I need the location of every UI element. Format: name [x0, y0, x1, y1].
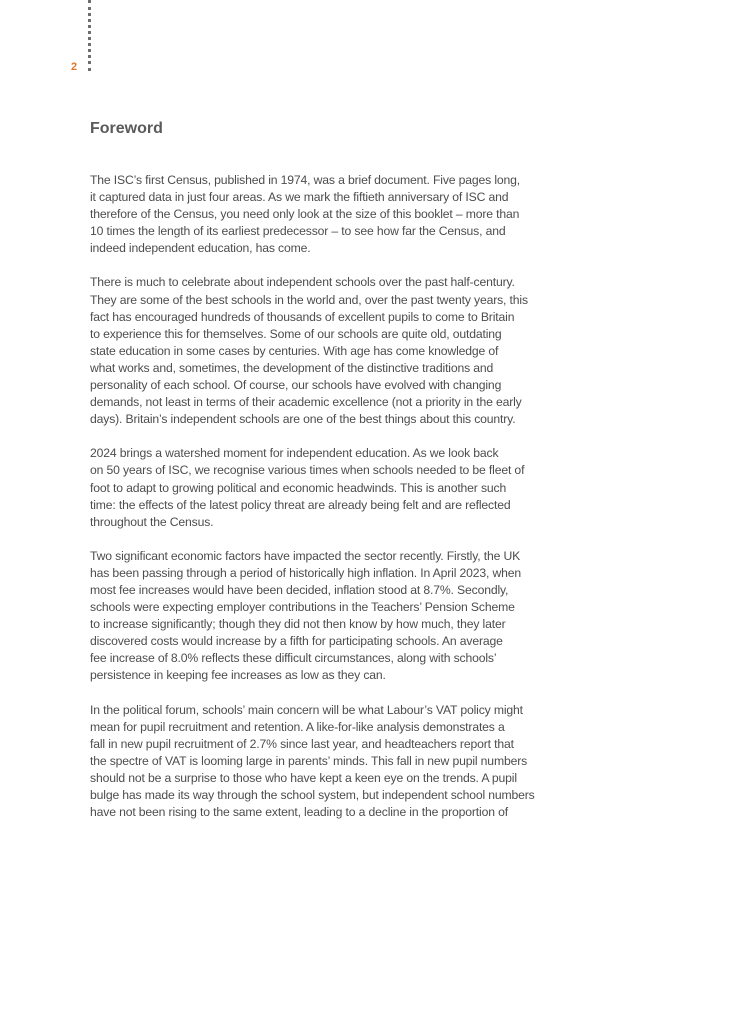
text-line: discovered costs would increase by a fifth for participating schools. An average — [90, 634, 503, 649]
text-line: mean for pupil recruitment and retention. A like-for-like analysis demonstrates a — [90, 719, 505, 734]
page-number: 2 — [71, 61, 78, 73]
text-line: most fee increases would have been decided, inflation stood at 8.7%. Secondly, — [90, 582, 509, 597]
text-line: 10 times the length of its earliest predecessor – to see how far the Census, and — [90, 224, 506, 239]
text-line: In the political forum, schools’ main concern will be what Labour’s VAT policy might — [90, 702, 523, 717]
text-line: have not been rising to the same extent, leading to a decline in the proportion of — [90, 805, 508, 820]
text-line: 2024 brings a watershed moment for independent education. As we look back — [90, 446, 499, 461]
text-line: on 50 years of ISC, we recognise various times when schools needed to be fleet of — [90, 463, 525, 478]
text-line: time: the effects of the latest policy threat are already being felt and are reflected — [90, 497, 511, 512]
text-line: foot to adapt to growing political and economic headwinds. This is another such — [90, 480, 507, 495]
text-line: indeed independent education, has come. — [90, 241, 311, 256]
text-line: fact has encouraged hundreds of thousands of excellent pupils to come to Britain — [90, 309, 515, 324]
text-line: therefore of the Census, you need only look at the size of this booklet – more than — [90, 207, 520, 222]
text-line: fee increase of 8.0% reflects these difficult circumstances, along with schools’ — [90, 651, 497, 666]
text-line: They are some of the best schools in the world and, over the past twenty years, this — [90, 292, 528, 307]
text-line: it captured data in just four areas. As we mark the fiftieth anniversary of ISC and — [90, 190, 509, 205]
text-line: should not be a surprise to those who have kept a keen eye on the trends. A pupil — [90, 770, 517, 785]
page-title: Foreword — [90, 120, 163, 137]
text-line: has been passing through a period of historically high inflation. In April 2023, when — [90, 565, 522, 580]
paragraph-2 — [90, 274, 590, 428]
text-line: bulge has made its way through the school system, but independent school numbers — [90, 788, 535, 802]
text-line: the spectre of VAT is looming large in parents’ minds. This fall in new pupil numbers — [90, 753, 528, 768]
paragraph-5 — [90, 702, 590, 822]
paragraph-4 — [90, 548, 590, 685]
text-line: The ISC’s first Census, published in 1974, was a brief document. Five pages long, — [90, 173, 520, 187]
text-line: personality of each school. Of course, our schools have evolved with changing — [90, 378, 502, 393]
text-line: to increase significantly; though they did not then know by how much, they later — [90, 617, 506, 632]
text-line: throughout the Census. — [90, 514, 214, 529]
text-line: to experience this for themselves. Some of our schools are quite old, outdating — [90, 326, 502, 341]
text-line: Two significant economic factors have impacted the sector recently. Firstly, the UK — [90, 548, 521, 563]
text-line: fall in new pupil recruitment of 2.7% since last year, and headteachers report that — [90, 736, 514, 751]
dotted-margin-rule — [88, 0, 91, 71]
foreword-body — [90, 172, 590, 838]
text-line: demands, not least in terms of their academic excellence (not a priority in the early — [90, 395, 522, 410]
text-line: state education in some cases by centuries. With age has come knowledge of — [90, 343, 499, 358]
text-line: days). Britain’s independent schools are one of the best things about this country. — [90, 412, 516, 427]
text-line: persistence in keeping fee increases as low as they can. — [90, 668, 386, 683]
text-line: schools were expecting employer contributions in the Teachers’ Pension Scheme — [90, 600, 515, 615]
paragraph-3 — [90, 445, 590, 530]
text-line: what works and, sometimes, the development of the distinctive traditions and — [90, 360, 494, 375]
text-line: There is much to celebrate about independent schools over the past half-century. — [90, 275, 515, 290]
paragraph-1 — [90, 172, 590, 257]
